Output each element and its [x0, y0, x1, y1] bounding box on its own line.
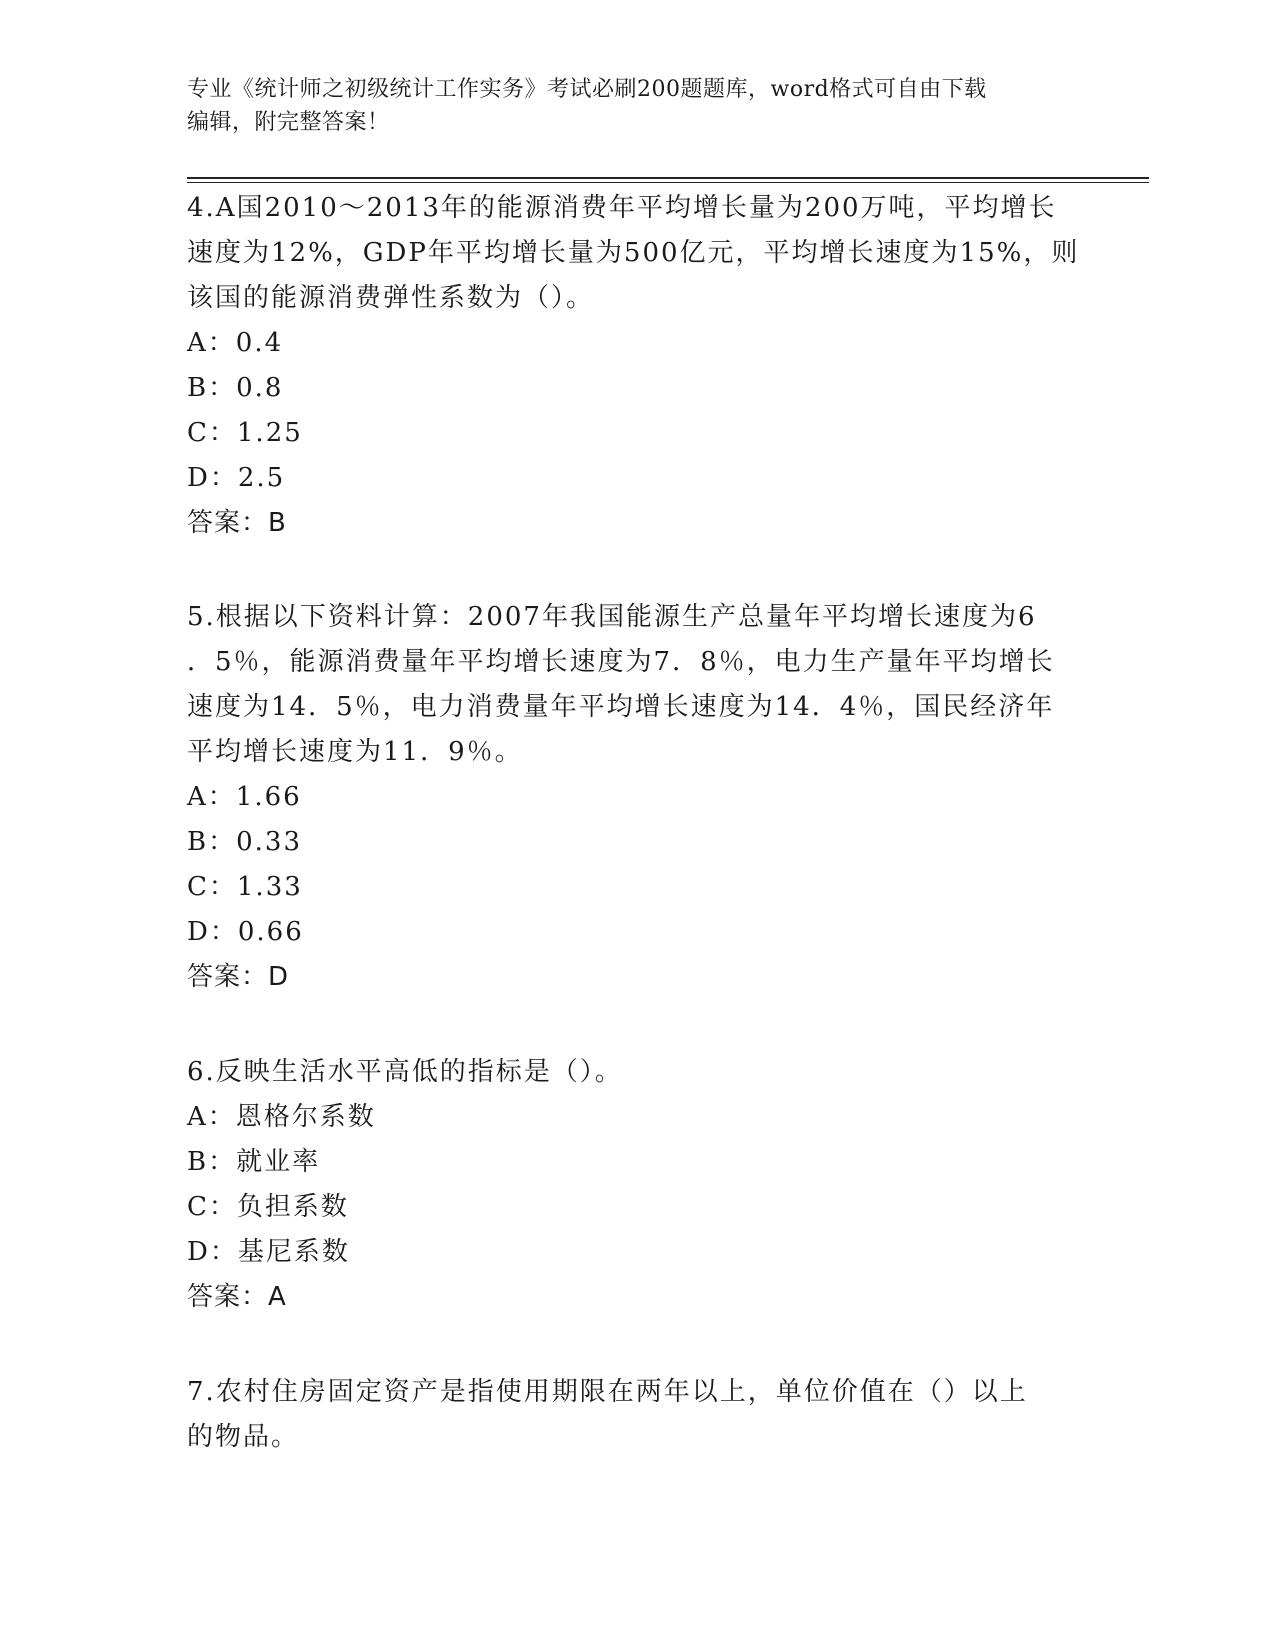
option-a: A：1.66: [187, 782, 302, 812]
question-4: [187, 186, 1087, 546]
option-d: D：基尼系数: [187, 1237, 350, 1267]
header-divider-thin: [187, 182, 1149, 183]
option-c: C：1.25: [187, 418, 303, 448]
option-b: B：就业率: [187, 1147, 321, 1177]
question-text: 的物品。: [187, 1422, 300, 1452]
question-text: 7.农村住房固定资产是指使用期限在两年以上，单位价值在（）以上: [187, 1377, 1028, 1407]
option-b: B：0.8: [187, 373, 284, 403]
question-text: 速度为12%，GDP年平均增长量为500亿元，平均增长速度为15%，则: [187, 238, 1080, 268]
option-a: A：0.4: [187, 328, 284, 358]
header-divider: [187, 177, 1149, 179]
option-c: C：1.33: [187, 872, 303, 902]
option-a: A：恩格尔系数: [187, 1102, 376, 1132]
question-text: 5.根据以下资料计算：2007年我国能源生产总量年平均增长速度为6: [187, 602, 1037, 632]
option-d: D：2.5: [187, 463, 286, 493]
question-text: 6.反映生活水平高低的指标是（）。: [187, 1057, 623, 1087]
question-text: 该国的能源消费弹性系数为（）。: [187, 283, 595, 313]
question-5: [187, 595, 1087, 1000]
option-c: C：负担系数: [187, 1192, 349, 1222]
header-line: 专业《统计师之初级统计工作实务》考试必刷200题题库，word格式可自由下载: [187, 77, 987, 102]
header-line: 编辑，附完整答案！: [187, 110, 390, 135]
question-7: [187, 1370, 1087, 1460]
question-text: ．5％，能源消费量年平均增长速度为7．8％，电力生产量年平均增长: [187, 647, 1055, 677]
answer-line: 答案：D: [187, 962, 290, 992]
answer-line: 答案：A: [187, 1282, 287, 1312]
question-text: 4.A国2010～2013年的能源消费年平均增长量为200万吨，平均增长: [187, 193, 1057, 223]
question-6: [187, 1050, 1087, 1320]
document-header: [187, 73, 1067, 139]
answer-line: 答案：B: [187, 508, 287, 538]
option-b: B：0.33: [187, 827, 302, 857]
option-d: D：0.66: [187, 917, 304, 947]
question-text: 速度为14．5％，电力消费量年平均增长速度为14．4％，国民经济年: [187, 692, 1055, 722]
question-text: 平均增长速度为11．9％。: [187, 737, 523, 767]
